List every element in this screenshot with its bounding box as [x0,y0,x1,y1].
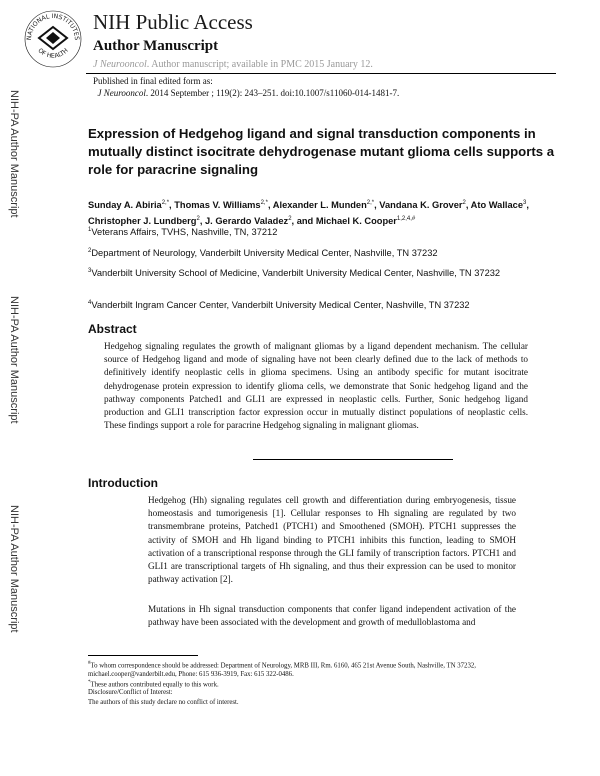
affiliation: $^4$Vanderbilt Ingram Cancer Center, Vanderbilt University Medical Center, Nashville, TN 37232 [88,300,470,311]
citation-line: J Neurooncol. 2014 September ; 119(2): 243–251. doi:10.1007/s11060-014-1481-7. [97,88,400,98]
abstract-divider [253,459,453,460]
affiliation: $^2$Department of Neurology, Vanderbilt University Medical Center, Nashville, TN 37232 [88,248,438,259]
author-name: Alexander L. Munden [272,200,367,211]
side-label-1: NIH-PA Author Manuscript [8,90,20,218]
author-name: J. Gerardo Valadez [204,216,289,227]
author-name: Thomas V. Williams [174,200,261,211]
availability-line: J Neurooncol. Author manuscript; available in PMC 2015 January 12. [93,59,373,70]
author-affiliation-marker: 2,* [366,200,375,206]
author-affiliation-marker: 2,* [260,200,268,206]
introduction-heading: Introduction [88,476,158,490]
abstract-heading: Abstract [88,322,137,336]
affiliation: $^3$Vanderbilt University School of Medicine, Vanderbilt University Medical Center, Nashville, TN 37232 [88,268,501,279]
svg-text:OF HEALTH: OF HEALTH [36,47,70,60]
author-list: Sunday A. Abiria$^{2,*}$, Thomas V. Williams$^{2,*}$, Alexander L. Munden$^{2,*}$, Vandana K. Grover$^2$, Ato Wallace$^3$, Christopher J. Lundberg$^2$, J. Gerardo Valadez$^2$, and Michael K. Cooper$^{1,2,4,\#}$ [88,200,529,227]
author-affiliation-marker: 2,* [161,200,170,206]
side-label-3: NIH-PA Author Manuscript [8,505,20,633]
author-name: Michael K. Cooper [315,216,397,227]
header-divider [86,73,556,74]
author-affiliation-marker: 2 [196,216,200,223]
article-title: Expression of Hedgehog ligand and signal transduction components in mutually distinct isocitrate dehydrogenase mutant glioma cells supports a role for paracrine signaling [88,126,555,177]
footnote-divider [88,655,198,656]
side-label-2: NIH-PA Author Manuscript [8,296,20,424]
intro-paragraph-2: Mutations in Hh signal transduction components that confer ligand independent activation of the pathway have been associated with the development and growth of medulloblastoma and [148,604,516,628]
author-name: Sunday A. Abiria [88,200,162,211]
author-name: Ato Wallace [470,200,524,211]
correspondence-footnote: #To whom correspondence should be addressed: Department of Neurology, MRB III, Rm. 6160, 465 21st Avenue South, Nashville, TN 37232, michael.cooper@vanderbilt.edu, Phone: 615 936-3919, Fax: 615 322-0486. [88,661,476,679]
author-name: Vandana K. Grover [379,200,463,211]
author-affiliation-marker: 3 [523,200,527,206]
author-affiliation-marker: 2 [288,216,292,223]
nih-logo [22,8,84,70]
nih-public-access-title: NIH Public Access [93,10,253,34]
disclosure-heading: Disclosure/Conflict of Interest: [88,689,173,696]
disclosure-text: The authors of this study declare no conflict of interest. [88,699,239,706]
affiliation: $^1$Veterans Affairs, TVHS, Nashville, TN, 37212 [88,227,278,238]
equal-contribution-footnote: *These authors contributed equally to this work. [88,680,219,689]
published-in-label: Published in final edited form as: [93,76,213,86]
abstract-text: Hedgehog signaling regulates the growth of malignant gliomas by a ligand dependent mechanism. The cellular source of Hedgehog ligand and mode of signaling have not been clearly defined due to the lack of methods to definitively identify neoplastic cells in glioma specimens. Using an antibody specific for mutant isocitrate dehydrogenase protein expression to identify glioma cells, we demonstrate that Sonic hedgehog ligand and the pathway components Patched1 and GLI1 are expressed in neoplastic cells. Further, Sonic hedgehog ligand production and GLI1 transcription factor expression occur in mutually distinct populations of neoplastic cells. These findings support a role for paracrine Hedgehog signaling in malignant gliomas. [104,341,528,431]
intro-paragraph-1: Hedgehog (Hh) signaling regulates cell growth and differentiation during embryogenesis, tissue homeostasis and tumorigenesis [1]. Cellular responses to Hh signaling are regulated by two transmembrane proteins, Patched1 (PTCH1) and Smoothened (SMOH). PTCH1 suppresses the activity of SMOH and Hh ligand binding to PTCH1 inhibits this function, leading to SMOH activation of a transcriptional response through the GLI family of transcription factors. PTCH1 and GLI1 are transcriptional targets of Hh signaling, and thus their expression can be used to monitor pathway activation [2]. [148,495,516,585]
author-affiliation-marker: 2 [462,200,466,206]
author-name: Christopher J. Lundberg [88,216,197,227]
logo-text: NATIONAL INSTITUTES [25,12,81,41]
author-manuscript-label: Author Manuscript [93,38,219,54]
author-affiliation-marker: 1,2,4,# [396,216,416,223]
